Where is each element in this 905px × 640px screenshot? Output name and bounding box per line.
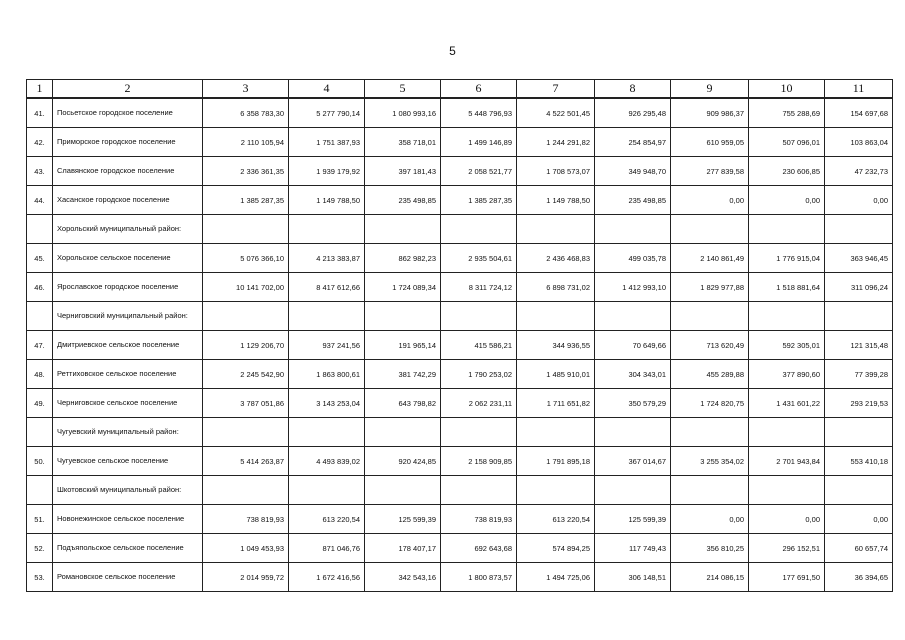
value-cell: 1 939 179,92 (289, 157, 365, 186)
value-cell: 363 946,45 (825, 244, 893, 273)
value-cell: 1 724 820,75 (671, 389, 749, 418)
value-cell: 2 935 504,61 (441, 244, 517, 273)
column-header: 6 (441, 80, 517, 99)
value-cell: 178 407,17 (365, 534, 441, 563)
value-cell: 5 277 790,14 (289, 98, 365, 128)
value-cell: 1 244 291,82 (517, 128, 595, 157)
value-cell: 4 493 839,02 (289, 447, 365, 476)
empty-cell (825, 418, 893, 447)
empty-cell (203, 215, 289, 244)
value-cell: 70 649,66 (595, 331, 671, 360)
value-cell: 356 810,25 (671, 534, 749, 563)
empty-cell (365, 476, 441, 505)
row-number: 50. (27, 447, 53, 476)
row-number: 47. (27, 331, 53, 360)
row-number: 41. (27, 98, 53, 128)
value-cell: 1 776 915,04 (749, 244, 825, 273)
value-cell: 342 543,16 (365, 563, 441, 592)
column-header: 11 (825, 80, 893, 99)
column-header: 5 (365, 80, 441, 99)
value-cell: 1 711 651,82 (517, 389, 595, 418)
section-title: Черниговский муниципальный район: (53, 302, 203, 331)
value-cell: 909 986,37 (671, 98, 749, 128)
value-cell: 937 241,56 (289, 331, 365, 360)
value-cell: 738 819,93 (203, 505, 289, 534)
settlement-name: Хорольское сельское поселение (53, 244, 203, 273)
empty-cell (289, 476, 365, 505)
empty-cell (203, 302, 289, 331)
value-cell: 1 800 873,57 (441, 563, 517, 592)
value-cell: 358 718,01 (365, 128, 441, 157)
value-cell: 738 819,93 (441, 505, 517, 534)
value-cell: 2 245 542,90 (203, 360, 289, 389)
value-cell: 4 213 383,87 (289, 244, 365, 273)
value-cell: 254 854,97 (595, 128, 671, 157)
row-number: 49. (27, 389, 53, 418)
section-title: Хорольский муниципальный район: (53, 215, 203, 244)
empty-cell (595, 215, 671, 244)
settlement-name: Дмитриевское сельское поселение (53, 331, 203, 360)
settlement-name: Подъяпольское сельское поселение (53, 534, 203, 563)
value-cell: 304 343,01 (595, 360, 671, 389)
value-cell: 1 149 788,50 (289, 186, 365, 215)
table-row (27, 98, 893, 128)
value-cell: 592 305,01 (749, 331, 825, 360)
empty-cell (749, 302, 825, 331)
empty-cell (289, 215, 365, 244)
value-cell: 862 982,23 (365, 244, 441, 273)
table-row (27, 157, 893, 186)
empty-cell (595, 418, 671, 447)
value-cell: 8 417 612,66 (289, 273, 365, 302)
section-title: Шкотовский муниципальный район: (53, 476, 203, 505)
empty-cell (749, 476, 825, 505)
settlement-name: Посьетское городское поселение (53, 98, 203, 128)
value-cell: 3 787 051,86 (203, 389, 289, 418)
empty-cell (441, 215, 517, 244)
value-cell: 0,00 (671, 186, 749, 215)
value-cell: 692 643,68 (441, 534, 517, 563)
column-header: 7 (517, 80, 595, 99)
value-cell: 5 414 263,87 (203, 447, 289, 476)
settlement-name: Славянское городское поселение (53, 157, 203, 186)
value-cell: 713 620,49 (671, 331, 749, 360)
value-cell: 350 579,29 (595, 389, 671, 418)
value-cell: 1 080 993,16 (365, 98, 441, 128)
value-cell: 610 959,05 (671, 128, 749, 157)
value-cell: 5 448 796,93 (441, 98, 517, 128)
value-cell: 755 288,69 (749, 98, 825, 128)
settlement-name: Романовское сельское поселение (53, 563, 203, 592)
value-cell: 349 948,70 (595, 157, 671, 186)
value-cell: 377 890,60 (749, 360, 825, 389)
empty-cell (749, 215, 825, 244)
row-number: 53. (27, 563, 53, 592)
row-number: 43. (27, 157, 53, 186)
value-cell: 1 724 089,34 (365, 273, 441, 302)
row-number: 42. (27, 128, 53, 157)
row-number: 51. (27, 505, 53, 534)
budget-table (26, 79, 893, 592)
section-row (27, 418, 893, 447)
row-number-cell (27, 302, 53, 331)
empty-cell (289, 418, 365, 447)
empty-cell (671, 302, 749, 331)
empty-cell (825, 215, 893, 244)
value-cell: 643 798,82 (365, 389, 441, 418)
value-cell: 2 436 468,83 (517, 244, 595, 273)
value-cell: 214 086,15 (671, 563, 749, 592)
value-cell: 344 936,55 (517, 331, 595, 360)
empty-cell (671, 476, 749, 505)
value-cell: 1 863 800,61 (289, 360, 365, 389)
row-number: 48. (27, 360, 53, 389)
value-cell: 415 586,21 (441, 331, 517, 360)
table-row (27, 273, 893, 302)
value-cell: 296 152,51 (749, 534, 825, 563)
value-cell: 125 599,39 (595, 505, 671, 534)
column-header: 8 (595, 80, 671, 99)
row-number: 52. (27, 534, 53, 563)
empty-cell (517, 476, 595, 505)
empty-cell (365, 302, 441, 331)
value-cell: 77 399,28 (825, 360, 893, 389)
value-cell: 871 046,76 (289, 534, 365, 563)
value-cell: 1 708 573,07 (517, 157, 595, 186)
value-cell: 2 062 231,11 (441, 389, 517, 418)
value-cell: 117 749,43 (595, 534, 671, 563)
empty-cell (441, 476, 517, 505)
value-cell: 1 129 206,70 (203, 331, 289, 360)
empty-cell (595, 302, 671, 331)
value-cell: 0,00 (749, 505, 825, 534)
value-cell: 613 220,54 (517, 505, 595, 534)
page-number: 5 (449, 44, 456, 58)
value-cell: 1 829 977,88 (671, 273, 749, 302)
value-cell: 1 672 416,56 (289, 563, 365, 592)
value-cell: 920 424,85 (365, 447, 441, 476)
row-number: 46. (27, 273, 53, 302)
value-cell: 1 791 895,18 (517, 447, 595, 476)
value-cell: 613 220,54 (289, 505, 365, 534)
column-header: 1 (27, 80, 53, 99)
value-cell: 926 295,48 (595, 98, 671, 128)
section-row (27, 215, 893, 244)
value-cell: 1 499 146,89 (441, 128, 517, 157)
column-header: 10 (749, 80, 825, 99)
value-cell: 2 336 361,35 (203, 157, 289, 186)
empty-cell (671, 215, 749, 244)
empty-cell (289, 302, 365, 331)
row-number-cell (27, 418, 53, 447)
value-cell: 2 701 943,84 (749, 447, 825, 476)
empty-cell (441, 418, 517, 447)
value-cell: 1 494 725,06 (517, 563, 595, 592)
value-cell: 2 158 909,85 (441, 447, 517, 476)
section-row (27, 476, 893, 505)
empty-cell (441, 302, 517, 331)
value-cell: 1 049 453,93 (203, 534, 289, 563)
value-cell: 1 518 881,64 (749, 273, 825, 302)
empty-cell (825, 476, 893, 505)
value-cell: 60 657,74 (825, 534, 893, 563)
value-cell: 397 181,43 (365, 157, 441, 186)
value-cell: 154 697,68 (825, 98, 893, 128)
empty-cell (365, 215, 441, 244)
row-number: 44. (27, 186, 53, 215)
settlement-name: Новонежинское сельское поселение (53, 505, 203, 534)
value-cell: 277 839,58 (671, 157, 749, 186)
row-number: 45. (27, 244, 53, 273)
empty-cell (517, 215, 595, 244)
column-header: 4 (289, 80, 365, 99)
value-cell: 191 965,14 (365, 331, 441, 360)
value-cell: 2 058 521,77 (441, 157, 517, 186)
empty-cell (517, 418, 595, 447)
value-cell: 1 385 287,35 (441, 186, 517, 215)
empty-cell (365, 418, 441, 447)
value-cell: 311 096,24 (825, 273, 893, 302)
empty-cell (203, 476, 289, 505)
empty-cell (749, 418, 825, 447)
section-row (27, 302, 893, 331)
value-cell: 1 412 993,10 (595, 273, 671, 302)
empty-cell (825, 302, 893, 331)
value-cell: 10 141 702,00 (203, 273, 289, 302)
value-cell: 235 498,85 (595, 186, 671, 215)
value-cell: 1 431 601,22 (749, 389, 825, 418)
value-cell: 6 358 783,30 (203, 98, 289, 128)
column-header: 9 (671, 80, 749, 99)
table-row (27, 505, 893, 534)
value-cell: 553 410,18 (825, 447, 893, 476)
value-cell: 1 149 788,50 (517, 186, 595, 215)
settlement-name: Ярославское городское поселение (53, 273, 203, 302)
value-cell: 0,00 (825, 505, 893, 534)
table-row (27, 389, 893, 418)
table-row (27, 360, 893, 389)
value-cell: 1 790 253,02 (441, 360, 517, 389)
empty-cell (517, 302, 595, 331)
settlement-name: Чугуевское сельское поселение (53, 447, 203, 476)
settlement-name: Черниговское сельское поселение (53, 389, 203, 418)
row-number-cell (27, 215, 53, 244)
value-cell: 381 742,29 (365, 360, 441, 389)
value-cell: 0,00 (749, 186, 825, 215)
value-cell: 4 522 501,45 (517, 98, 595, 128)
value-cell: 0,00 (825, 186, 893, 215)
value-cell: 121 315,48 (825, 331, 893, 360)
table-row (27, 447, 893, 476)
empty-cell (203, 418, 289, 447)
value-cell: 1 485 910,01 (517, 360, 595, 389)
value-cell: 5 076 366,10 (203, 244, 289, 273)
value-cell: 0,00 (671, 505, 749, 534)
value-cell: 3 143 253,04 (289, 389, 365, 418)
value-cell: 1 385 287,35 (203, 186, 289, 215)
section-title: Чугуевский муниципальный район: (53, 418, 203, 447)
row-number-cell (27, 476, 53, 505)
table-row (27, 563, 893, 592)
table-row (27, 331, 893, 360)
value-cell: 306 148,51 (595, 563, 671, 592)
table-row (27, 128, 893, 157)
empty-cell (595, 476, 671, 505)
value-cell: 507 096,01 (749, 128, 825, 157)
value-cell: 36 394,65 (825, 563, 893, 592)
value-cell: 293 219,53 (825, 389, 893, 418)
header-row (27, 80, 893, 99)
value-cell: 47 232,73 (825, 157, 893, 186)
value-cell: 367 014,67 (595, 447, 671, 476)
value-cell: 230 606,85 (749, 157, 825, 186)
value-cell: 499 035,78 (595, 244, 671, 273)
column-header: 3 (203, 80, 289, 99)
value-cell: 125 599,39 (365, 505, 441, 534)
value-cell: 3 255 354,02 (671, 447, 749, 476)
value-cell: 235 498,85 (365, 186, 441, 215)
column-header: 2 (53, 80, 203, 99)
value-cell: 2 140 861,49 (671, 244, 749, 273)
empty-cell (671, 418, 749, 447)
value-cell: 2 110 105,94 (203, 128, 289, 157)
value-cell: 177 691,50 (749, 563, 825, 592)
settlement-name: Приморское городское поселение (53, 128, 203, 157)
value-cell: 103 863,04 (825, 128, 893, 157)
value-cell: 6 898 731,02 (517, 273, 595, 302)
table-row (27, 244, 893, 273)
value-cell: 574 894,25 (517, 534, 595, 563)
value-cell: 1 751 387,93 (289, 128, 365, 157)
value-cell: 8 311 724,12 (441, 273, 517, 302)
value-cell: 2 014 959,72 (203, 563, 289, 592)
settlement-name: Хасанское городское поселение (53, 186, 203, 215)
value-cell: 455 289,88 (671, 360, 749, 389)
settlement-name: Реттиховское сельское поселение (53, 360, 203, 389)
table-row (27, 534, 893, 563)
table-row (27, 186, 893, 215)
